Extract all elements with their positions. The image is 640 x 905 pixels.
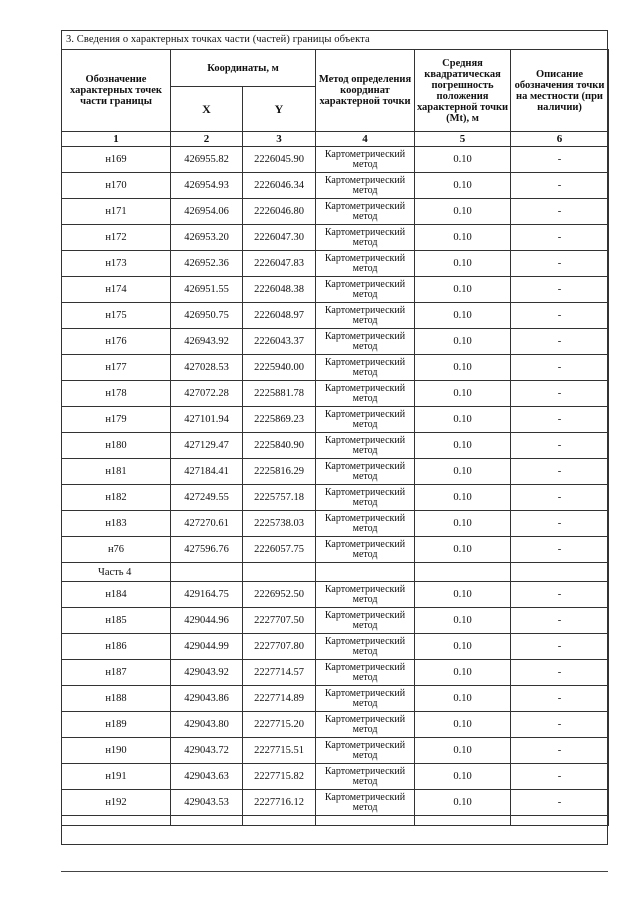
description-cell: - <box>511 147 609 173</box>
table-row <box>62 608 609 634</box>
table-row <box>62 277 609 303</box>
coord-y: 2226047.83 <box>243 251 316 277</box>
table-row <box>62 686 609 712</box>
point-name: н178 <box>62 381 171 407</box>
method-cell: Картометрический метод <box>316 608 415 634</box>
coord-x: 429043.53 <box>171 790 243 816</box>
description-cell: - <box>511 225 609 251</box>
table-row <box>62 660 609 686</box>
description-cell: - <box>511 381 609 407</box>
error-cell: 0.10 <box>415 459 511 485</box>
table-row <box>62 147 609 173</box>
coord-y: 2225881.78 <box>243 381 316 407</box>
description-cell: - <box>511 303 609 329</box>
header-designation: Обозначение характерных точек части границы <box>62 50 171 132</box>
points-table <box>61 49 609 826</box>
point-name: н173 <box>62 251 171 277</box>
table-row <box>62 433 609 459</box>
point-name: н189 <box>62 712 171 738</box>
error-cell: 0.10 <box>415 225 511 251</box>
point-name: н176 <box>62 329 171 355</box>
method-cell: Картометрический метод <box>316 277 415 303</box>
method-cell: Картометрический метод <box>316 537 415 563</box>
method-cell: Картометрический метод <box>316 582 415 608</box>
method-cell: Картометрический метод <box>316 790 415 816</box>
point-name: н171 <box>62 199 171 225</box>
coord-y: 2227715.82 <box>243 764 316 790</box>
coord-y: 2225940.00 <box>243 355 316 381</box>
description-cell: - <box>511 511 609 537</box>
method-cell: Картометрический метод <box>316 459 415 485</box>
coord-y: 2226048.38 <box>243 277 316 303</box>
description-cell: - <box>511 251 609 277</box>
point-name: н182 <box>62 485 171 511</box>
point-name: н172 <box>62 225 171 251</box>
method-cell: Картометрический метод <box>316 407 415 433</box>
method-cell: Картометрический метод <box>316 329 415 355</box>
coord-x: 426955.82 <box>171 147 243 173</box>
coord-y: 2226046.34 <box>243 173 316 199</box>
coord-y: 2227714.89 <box>243 686 316 712</box>
point-name: н181 <box>62 459 171 485</box>
description-cell: - <box>511 485 609 511</box>
rows-part-4 <box>62 582 609 816</box>
header-description: Описание обозначения точки на местности (при наличии) <box>511 50 609 132</box>
method-cell: Картометрический метод <box>316 511 415 537</box>
coord-y: 2227715.20 <box>243 712 316 738</box>
description-cell: - <box>511 660 609 686</box>
point-name: н191 <box>62 764 171 790</box>
coord-x: 429044.96 <box>171 608 243 634</box>
coord-x: 427596.76 <box>171 537 243 563</box>
coord-x: 426950.75 <box>171 303 243 329</box>
error-cell: 0.10 <box>415 173 511 199</box>
description-cell: - <box>511 582 609 608</box>
error-cell: 0.10 <box>415 712 511 738</box>
coord-y: 2226952.50 <box>243 582 316 608</box>
document-frame <box>61 30 608 845</box>
coord-x: 427129.47 <box>171 433 243 459</box>
coord-y: 2225840.90 <box>243 433 316 459</box>
table-row <box>62 790 609 816</box>
column-number: 2 <box>171 132 243 147</box>
point-name: н186 <box>62 634 171 660</box>
coord-x: 427028.53 <box>171 355 243 381</box>
table-row <box>62 407 609 433</box>
coord-x: 426954.93 <box>171 173 243 199</box>
description-cell: - <box>511 686 609 712</box>
description-cell: - <box>511 407 609 433</box>
coord-x: 426952.36 <box>171 251 243 277</box>
point-name: н190 <box>62 738 171 764</box>
coord-x: 427270.61 <box>171 511 243 537</box>
method-cell: Картометрический метод <box>316 433 415 459</box>
blank-row <box>62 816 609 826</box>
error-cell: 0.10 <box>415 303 511 329</box>
description-cell: - <box>511 173 609 199</box>
description-cell: - <box>511 277 609 303</box>
part-label: Часть 4 <box>62 563 171 582</box>
error-cell: 0.10 <box>415 582 511 608</box>
coord-y: 2227716.12 <box>243 790 316 816</box>
error-cell: 0.10 <box>415 329 511 355</box>
column-number: 1 <box>62 132 171 147</box>
coord-x: 427101.94 <box>171 407 243 433</box>
table-row <box>62 329 609 355</box>
column-number: 3 <box>243 132 316 147</box>
table-row <box>62 537 609 563</box>
coord-y: 2227707.80 <box>243 634 316 660</box>
coord-y: 2227714.57 <box>243 660 316 686</box>
description-cell: - <box>511 634 609 660</box>
coord-y: 2226048.97 <box>243 303 316 329</box>
coord-x: 427072.28 <box>171 381 243 407</box>
description-cell: - <box>511 738 609 764</box>
description-cell: - <box>511 329 609 355</box>
coord-x: 429043.80 <box>171 712 243 738</box>
description-cell: - <box>511 712 609 738</box>
error-cell: 0.10 <box>415 407 511 433</box>
column-number: 4 <box>316 132 415 147</box>
description-cell: - <box>511 790 609 816</box>
table-row <box>62 355 609 381</box>
method-cell: Картометрический метод <box>316 173 415 199</box>
coord-y: 2226045.90 <box>243 147 316 173</box>
method-cell: Картометрический метод <box>316 303 415 329</box>
column-number: 6 <box>511 132 609 147</box>
coord-x: 429164.75 <box>171 582 243 608</box>
table-row <box>62 251 609 277</box>
table-row <box>62 485 609 511</box>
description-cell: - <box>511 199 609 225</box>
error-cell: 0.10 <box>415 634 511 660</box>
description-cell: - <box>511 764 609 790</box>
error-cell: 0.10 <box>415 660 511 686</box>
error-cell: 0.10 <box>415 433 511 459</box>
method-cell: Картометрический метод <box>316 355 415 381</box>
method-cell: Картометрический метод <box>316 634 415 660</box>
footer-divider <box>61 871 608 872</box>
method-cell: Картометрический метод <box>316 686 415 712</box>
error-cell: 0.10 <box>415 537 511 563</box>
table-row <box>62 511 609 537</box>
header-y: Y <box>243 87 316 132</box>
error-cell: 0.10 <box>415 790 511 816</box>
error-cell: 0.10 <box>415 381 511 407</box>
point-name: н174 <box>62 277 171 303</box>
error-cell: 0.10 <box>415 199 511 225</box>
coord-x: 426954.06 <box>171 199 243 225</box>
point-name: н76 <box>62 537 171 563</box>
table-row <box>62 764 609 790</box>
method-cell: Картометрический метод <box>316 251 415 277</box>
error-cell: 0.10 <box>415 355 511 381</box>
table-row <box>62 582 609 608</box>
error-cell: 0.10 <box>415 686 511 712</box>
method-cell: Картометрический метод <box>316 381 415 407</box>
table-row <box>62 225 609 251</box>
header-x: X <box>171 87 243 132</box>
method-cell: Картометрический метод <box>316 225 415 251</box>
header-coordinates: Координаты, м <box>171 50 316 87</box>
header-error: Средняя квадратическая погрешность положения характерной точки (Mt), м <box>415 50 511 132</box>
coord-y: 2227707.50 <box>243 608 316 634</box>
point-name: н184 <box>62 582 171 608</box>
coord-y: 2225869.23 <box>243 407 316 433</box>
method-cell: Картометрический метод <box>316 485 415 511</box>
table-row <box>62 173 609 199</box>
point-name: н169 <box>62 147 171 173</box>
point-name: н188 <box>62 686 171 712</box>
coord-x: 429043.92 <box>171 660 243 686</box>
description-cell: - <box>511 459 609 485</box>
coord-x: 429043.72 <box>171 738 243 764</box>
point-name: н187 <box>62 660 171 686</box>
coord-y: 2226057.75 <box>243 537 316 563</box>
method-cell: Картометрический метод <box>316 738 415 764</box>
table-row <box>62 303 609 329</box>
part-4-header <box>62 563 609 582</box>
header-method: Метод определения координат характерной точки <box>316 50 415 132</box>
point-name: н170 <box>62 173 171 199</box>
coord-x: 427249.55 <box>171 485 243 511</box>
error-cell: 0.10 <box>415 485 511 511</box>
coord-x: 429043.86 <box>171 686 243 712</box>
error-cell: 0.10 <box>415 251 511 277</box>
coord-x: 427184.41 <box>171 459 243 485</box>
point-name: н192 <box>62 790 171 816</box>
error-cell: 0.10 <box>415 147 511 173</box>
point-name: н177 <box>62 355 171 381</box>
point-name: н180 <box>62 433 171 459</box>
error-cell: 0.10 <box>415 511 511 537</box>
coord-y: 2225816.29 <box>243 459 316 485</box>
table-row <box>62 738 609 764</box>
method-cell: Картометрический метод <box>316 147 415 173</box>
point-name: н183 <box>62 511 171 537</box>
rows-part-3 <box>62 147 609 563</box>
table-row <box>62 712 609 738</box>
error-cell: 0.10 <box>415 608 511 634</box>
coord-y: 2225738.03 <box>243 511 316 537</box>
description-cell: - <box>511 433 609 459</box>
method-cell: Картометрический метод <box>316 199 415 225</box>
error-cell: 0.10 <box>415 764 511 790</box>
table-row <box>62 459 609 485</box>
coord-y: 2227715.51 <box>243 738 316 764</box>
coord-x: 426943.92 <box>171 329 243 355</box>
column-numbers-row <box>62 132 609 147</box>
error-cell: 0.10 <box>415 277 511 303</box>
point-name: н185 <box>62 608 171 634</box>
coord-x: 429044.99 <box>171 634 243 660</box>
point-name: н179 <box>62 407 171 433</box>
point-name: н175 <box>62 303 171 329</box>
coord-y: 2226043.37 <box>243 329 316 355</box>
method-cell: Картометрический метод <box>316 712 415 738</box>
coord-y: 2225757.18 <box>243 485 316 511</box>
column-number: 5 <box>415 132 511 147</box>
coord-x: 429043.63 <box>171 764 243 790</box>
error-cell: 0.10 <box>415 738 511 764</box>
coord-x: 426953.20 <box>171 225 243 251</box>
description-cell: - <box>511 355 609 381</box>
coord-y: 2226047.30 <box>243 225 316 251</box>
table-row <box>62 199 609 225</box>
description-cell: - <box>511 608 609 634</box>
method-cell: Картометрический метод <box>316 764 415 790</box>
description-cell: - <box>511 537 609 563</box>
coord-y: 2226046.80 <box>243 199 316 225</box>
section-title: 3. Сведения о характерных точках части (частей) границы объекта <box>66 34 370 45</box>
table-row <box>62 381 609 407</box>
table-row <box>62 634 609 660</box>
coord-x: 426951.55 <box>171 277 243 303</box>
method-cell: Картометрический метод <box>316 660 415 686</box>
